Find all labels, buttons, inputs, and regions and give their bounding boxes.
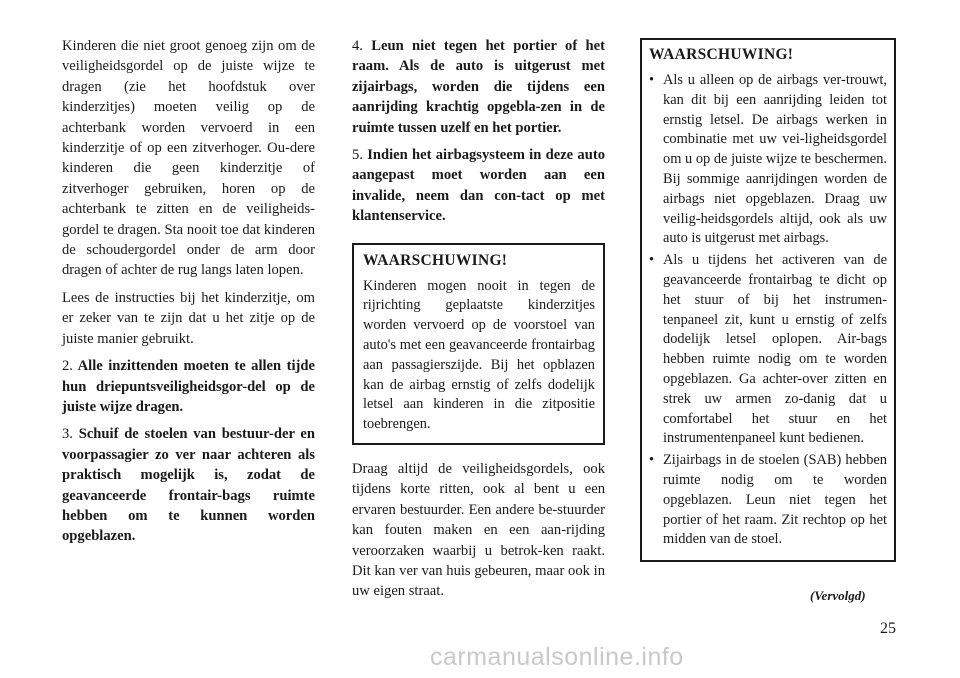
warning-bullet-list	[649, 71, 887, 550]
middle-column	[352, 36, 605, 609]
step-5-text: Indien het airbagsysteem in deze auto aangepast moet worden aan een invalide, neem dan con-tact op met klantenservice.	[352, 147, 605, 225]
step-5-number: 5.	[352, 147, 363, 164]
seatbelt-paragraph: Draag altijd de veiligheidsgordels, ook tijdens korte ritten, ook al bent u een ervaren bestuurder. Een andere be-stuurder kan fouten maken en een aan-rijding veroorzaken waarbij u betrok-ken raakt. Dit kan ver van huis gebeuren, maar ook in uw eigen straat.	[352, 461, 605, 600]
right-column	[640, 38, 896, 562]
bullet-text: Als u alleen op de airbags ver-trouwt, kan dit bij een aanrijding leiden tot ernstig letsel. De airbags werken in combinatie met uw vei-ligheidsgordel om u op de juiste wijze te beschermen. Bij sommige aanrijdingen worden de airbags niet opgeblazen. Draag uw veilig-heidsgordels altijd, ook als uw auto is uitgerust met airbags.	[663, 72, 887, 247]
bullet-icon: •	[649, 452, 655, 469]
warning-title: WAARSCHUWING!	[363, 251, 508, 269]
bullet-text: Als u tijdens het activeren van de geavanceerde frontairbag te dicht op het stuur of bij het instrumen-tenpaneel zit, kunt u ernstig of zelfs dodelijk letsel oplopen. Air-bags hebben ruimte nodig om te worden opgeblazen. Ga achter-over zitten en strek uw armen zo-danig dat u comfortabel het stuur en het instrumentenpaneel kunt bedienen.	[663, 252, 887, 447]
warning-box-airbags	[640, 38, 896, 562]
warning-text: Kinderen mogen nooit in tegen de rijrichting geplaatste kinderzitjes worden vervoerd op de voorstoel van auto's met een geavanceerde frontairbag aan passagierszijde. Bij het opblazen kan de airbag ernstig of zelfs dodelijk letsel aan kinderen in die zitpositie toebrengen.	[363, 277, 595, 433]
step-5	[352, 145, 605, 227]
intro-paragraph: Kinderen die niet groot genoeg zijn om de veiligheidsgordel op de juiste wijze te dragen (zie het hoofdstuk over kinderzitjes) moeten veilig op de achterbank worden vervoerd in een kinderzitje of op een zitverhoger. Ou-dere kinderen die geen kinderzitje of zitverhoger gebruiken, horen op de achterbank te zitten en de veiligheids-gordel te dragen. Sta nooit toe dat kinderen de schoudergordel onder de arm door dragen of achter de rug langs laten lopen.	[62, 38, 315, 279]
list-item	[649, 451, 887, 550]
step-4	[352, 36, 605, 138]
step-3-text: Schuif de stoelen van bestuur-der en voorpassagier zo ver naar achteren als praktisch mogelijk is, zodat de geavanceerde frontair-bags ruimte hebben om te kunnen worden opgeblazen.	[62, 426, 315, 545]
bullet-icon: •	[649, 72, 655, 88]
bullet-icon: •	[649, 252, 655, 269]
step-2-text: Alle inzittenden moeten te allen tijde hun driepuntsveiligheidsgor-del op de juiste wijze dragen.	[62, 358, 316, 415]
step-3-number: 3.	[62, 426, 73, 443]
continued-label: (Vervolgd)	[810, 588, 866, 603]
page-number: 25	[880, 620, 896, 637]
warning-title: WAARSCHUWING!	[649, 46, 794, 63]
step-2	[62, 356, 315, 417]
instructions-paragraph: Lees de instructies bij het kinderzitje, om er zeker van te zijn dat u het zitje op de juiste manier gebruikt.	[62, 289, 315, 347]
watermark-text: carmanualsonline.info	[430, 643, 684, 671]
warning-box-child-seat	[352, 243, 605, 445]
step-4-text: Leun niet tegen het portier of het raam. Als de auto is uitgerust met zijairbags, worden die tijdens een aanrijding krachtig opgebla-zen in de ruimte tussen uzelf en het portier.	[352, 38, 605, 136]
step-2-number: 2.	[62, 358, 73, 375]
list-item	[649, 251, 887, 449]
list-item	[649, 71, 887, 249]
step-4-number: 4.	[352, 38, 363, 54]
left-column	[62, 36, 315, 554]
step-3	[62, 424, 315, 546]
bullet-text: Zijairbags in de stoelen (SAB) hebben ruimte nodig om te worden opgeblazen. Leun niet tegen het portier of het raam. Zit rechtop op het midden van de stoel.	[663, 452, 887, 548]
